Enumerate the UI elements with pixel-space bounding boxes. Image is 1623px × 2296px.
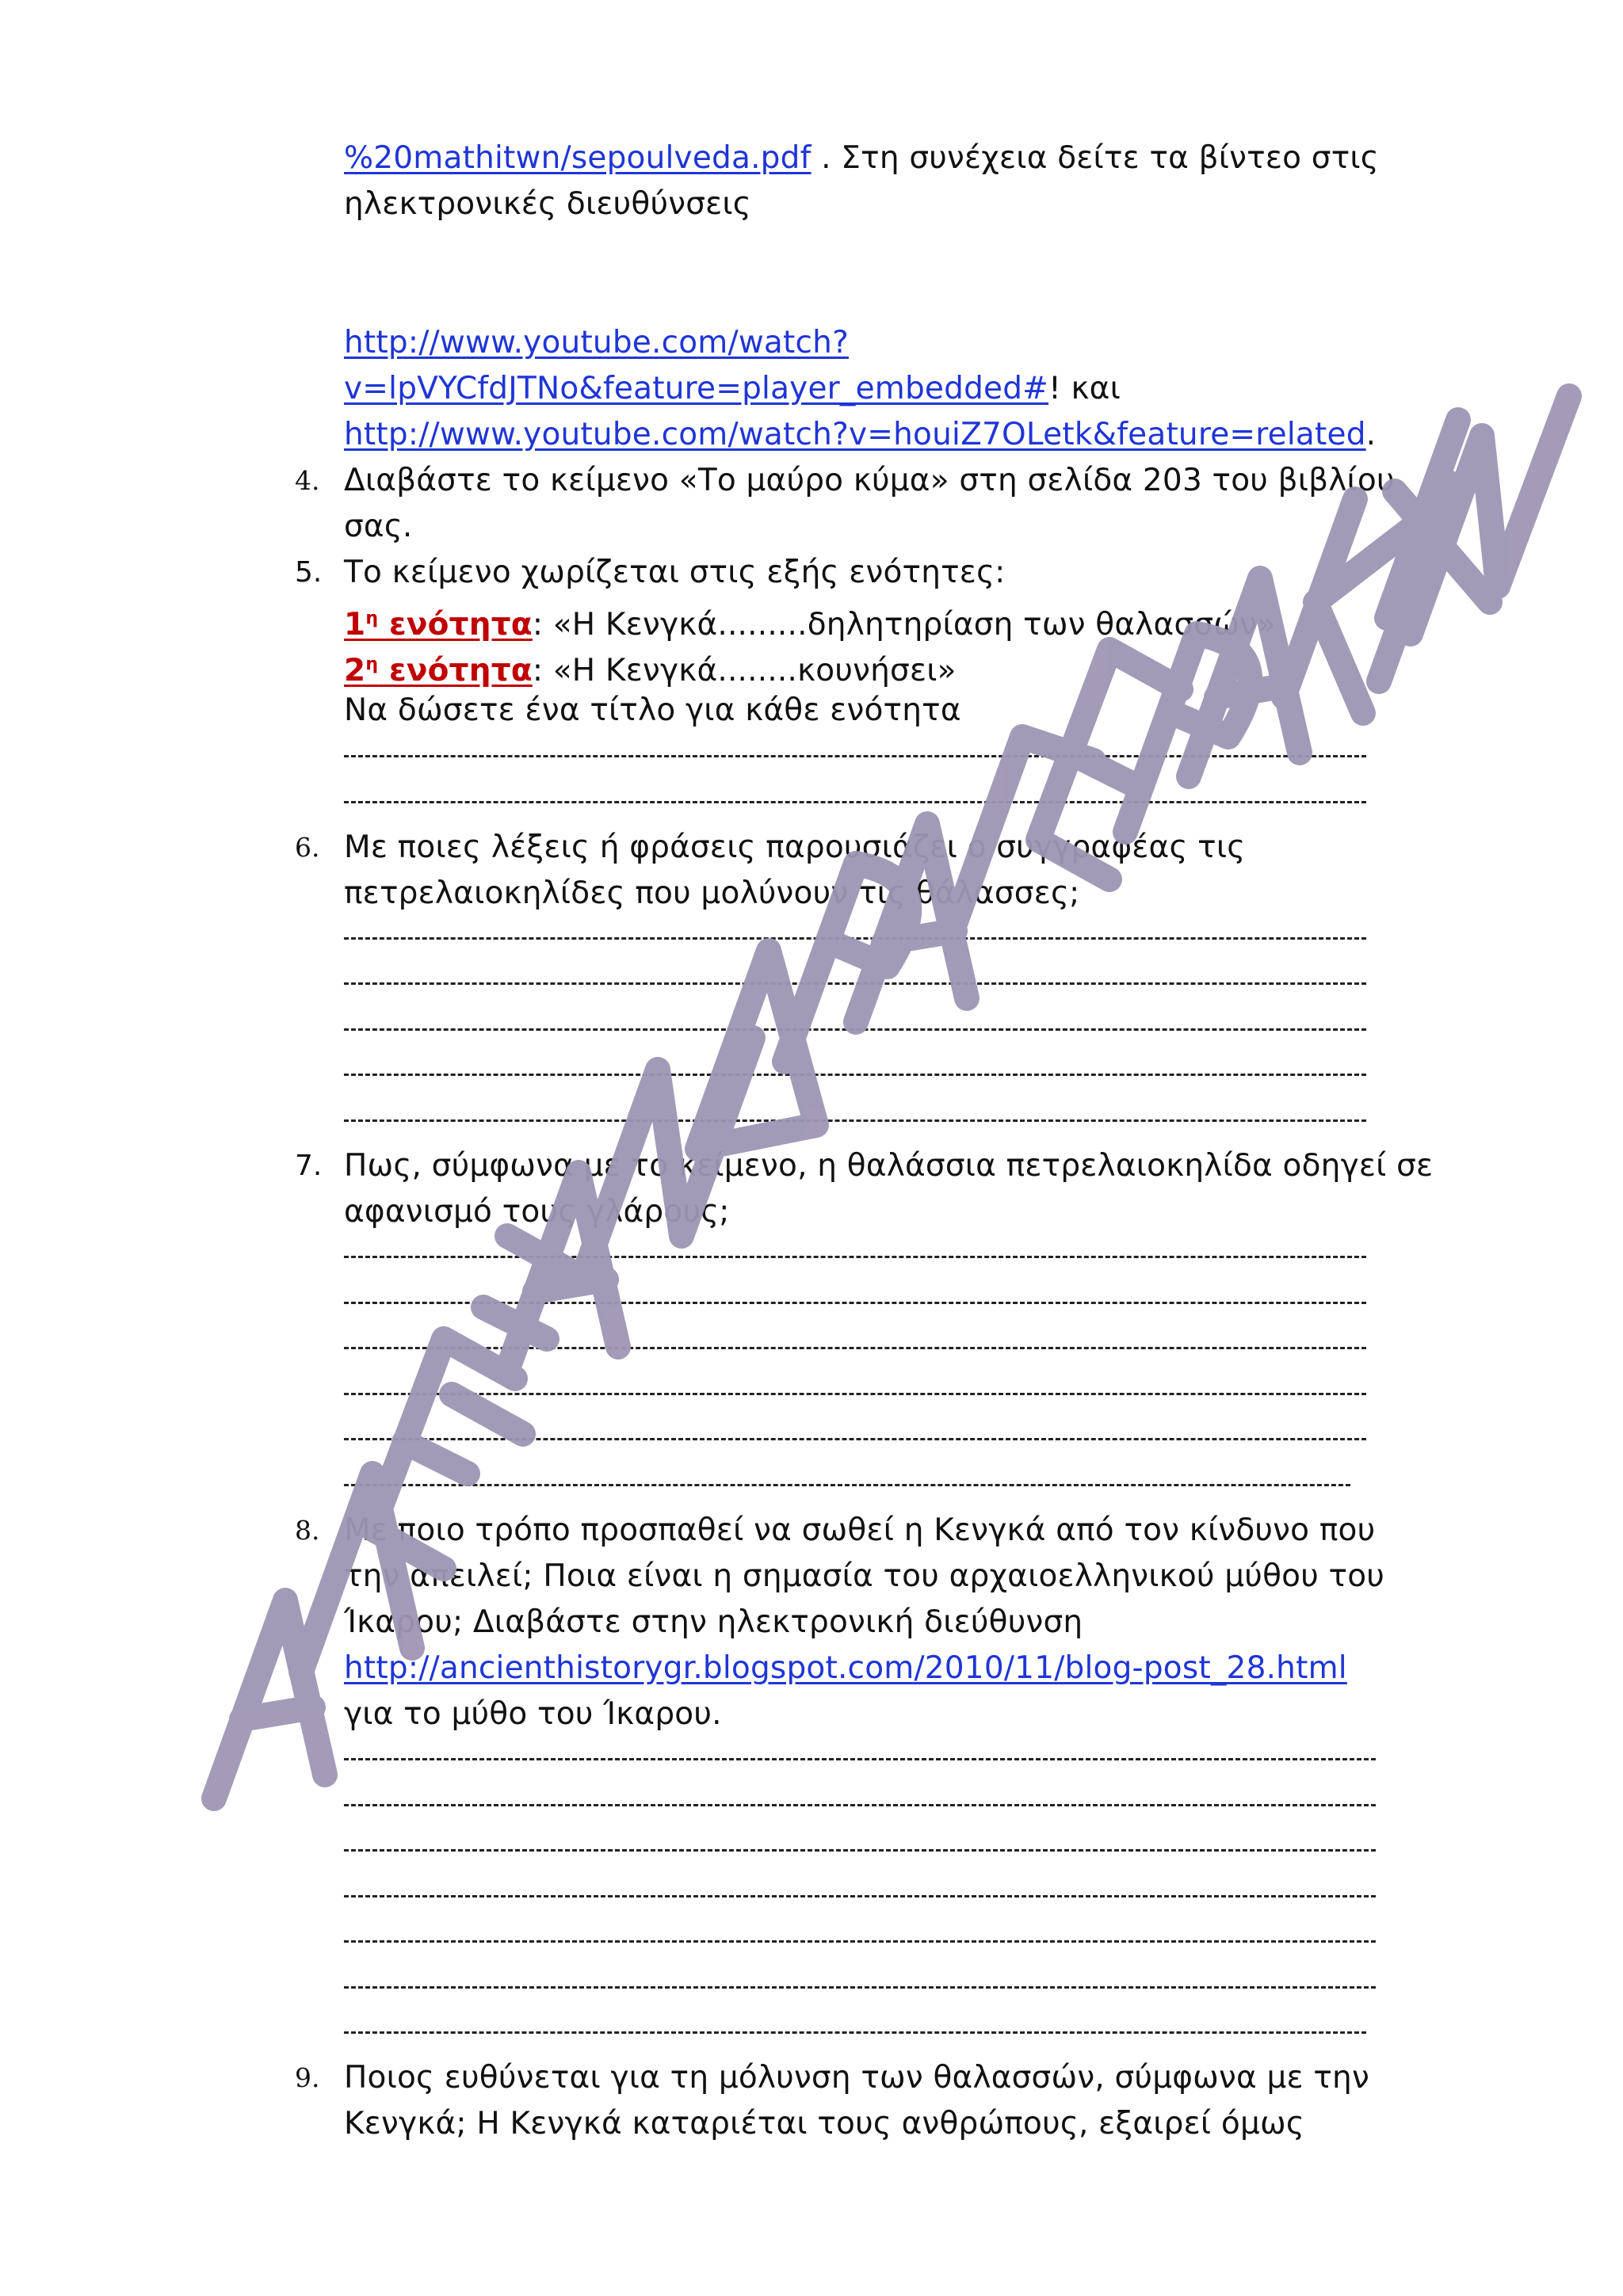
q9-line-2: Κενγκά; Η Κενγκά καταριέται τους ανθρώπους, εξαιρεί όμως [344, 2106, 1304, 2142]
intro-and-text: ! και [1048, 371, 1121, 406]
pdf-link[interactable]: %20mathitwn/sepoulveda.pdf [344, 140, 812, 176]
answer-line [344, 1986, 1376, 1989]
section-2-text: : «Η Κενγκά........κουνήσει» [532, 653, 957, 688]
q7-number: 7. [295, 1150, 323, 1182]
intro-line-2: ηλεκτρονικές διευθύνσεις [344, 186, 751, 222]
q4-line-1: Διαβάστε το κείμενο «Το μαύρο κύμα» στη σελίδα 203 του βιβλίου [344, 463, 1395, 498]
answer-line [344, 755, 1366, 757]
answer-line [344, 1484, 1350, 1486]
answer-line [344, 982, 1366, 985]
video1-link-part1[interactable]: http://www.youtube.com/watch? [344, 325, 849, 360]
q5-instruction: Να δώσετε ένα τίτλο για κάθε ενότητα [344, 692, 961, 728]
q9-number: 9. [295, 2062, 320, 2093]
q8-line-5: για το μύθο του Ίκαρου. [344, 1696, 722, 1732]
intro-video1-line-a [344, 320, 849, 366]
intro-line-1 [344, 135, 1379, 181]
answer-line [344, 1256, 1366, 1258]
answer-line [344, 1028, 1366, 1031]
answer-line [344, 1438, 1366, 1440]
answer-line [344, 1940, 1376, 1943]
q4-number: 4. [295, 465, 320, 496]
q6-number: 6. [295, 832, 320, 863]
answer-line [344, 2031, 1366, 2034]
q8-link-line [344, 1646, 1347, 1691]
answer-line [344, 1895, 1376, 1897]
intro-video2-line [344, 412, 1376, 458]
video2-link[interactable]: http://www.youtube.com/watch?v=houiZ7OLetk&feature=related [344, 417, 1366, 452]
q4-line-2: σας. [344, 509, 413, 544]
answer-line [344, 1804, 1376, 1806]
intro-video1-line-b [344, 366, 1121, 412]
ancient-history-link[interactable]: http://ancienthistorygr.blogspot.com/2010/11/blog-post_28.html [344, 1650, 1347, 1686]
section-1-label: $1^\eta$ ενότητα [344, 607, 533, 643]
q5-section-1 [344, 596, 1276, 648]
q8-number: 8. [295, 1515, 320, 1546]
q8-line-3: Ίκαρου; Διαβάστε στην ηλεκτρονική διεύθυνση [344, 1604, 1083, 1640]
q7-line-2: αφανισμό τους γλάρους; [344, 1194, 730, 1230]
answer-line [344, 1302, 1366, 1304]
answer-line [344, 1393, 1366, 1395]
q8-line-2: την απειλεί; Ποια είναι η σημασία του αρχαιοελληνικού μύθου του [344, 1558, 1385, 1594]
q7-line-1: Πως, σύμφωνα με το κείμενο, η θαλάσσια πετρελαιοκηλίδα οδηγεί σε [344, 1148, 1434, 1184]
q5-number: 5. [295, 556, 323, 589]
answer-line [344, 801, 1366, 803]
q8-line-1: Με ποιο τρόπο προσπαθεί να σωθεί η Κενγκά από τον κίνδυνο που [344, 1512, 1376, 1548]
answer-line [344, 1849, 1376, 1852]
answer-line [344, 1347, 1366, 1349]
q6-line-1: Με ποιες λέξεις ή φράσεις παρουσιάζει ο συγγραφέας τις [344, 830, 1246, 865]
q6-line-2: πετρελαιοκηλίδες που μολύνουν τις θάλασσες; [344, 875, 1080, 911]
answer-line [344, 1119, 1366, 1122]
q9-line-1: Ποιος ευθύνεται για τη μόλυνση των θαλασσών, σύμφωνα με την [344, 2060, 1369, 2096]
video1-link-part2[interactable]: v=lpVYCfdJTNo&feature=player_embedded# [344, 371, 1049, 406]
intro-text-after-pdf: . Στη συνέχεια δείτε τα βίντεο στις [811, 140, 1379, 176]
section-1-text: : «Η Κενγκά.........δηλητηρίαση των θαλασσών» [532, 607, 1277, 643]
answer-line [344, 937, 1366, 940]
intro-period: . [1365, 417, 1377, 452]
q5-section-2 [344, 642, 957, 694]
q5-line-1: Το κείμενο χωρίζεται στις εξής ενότητες: [344, 555, 1006, 590]
answer-line [344, 1074, 1366, 1076]
section-2-label: $2^\eta$ ενότητα [344, 653, 533, 688]
answer-line [344, 1758, 1376, 1760]
